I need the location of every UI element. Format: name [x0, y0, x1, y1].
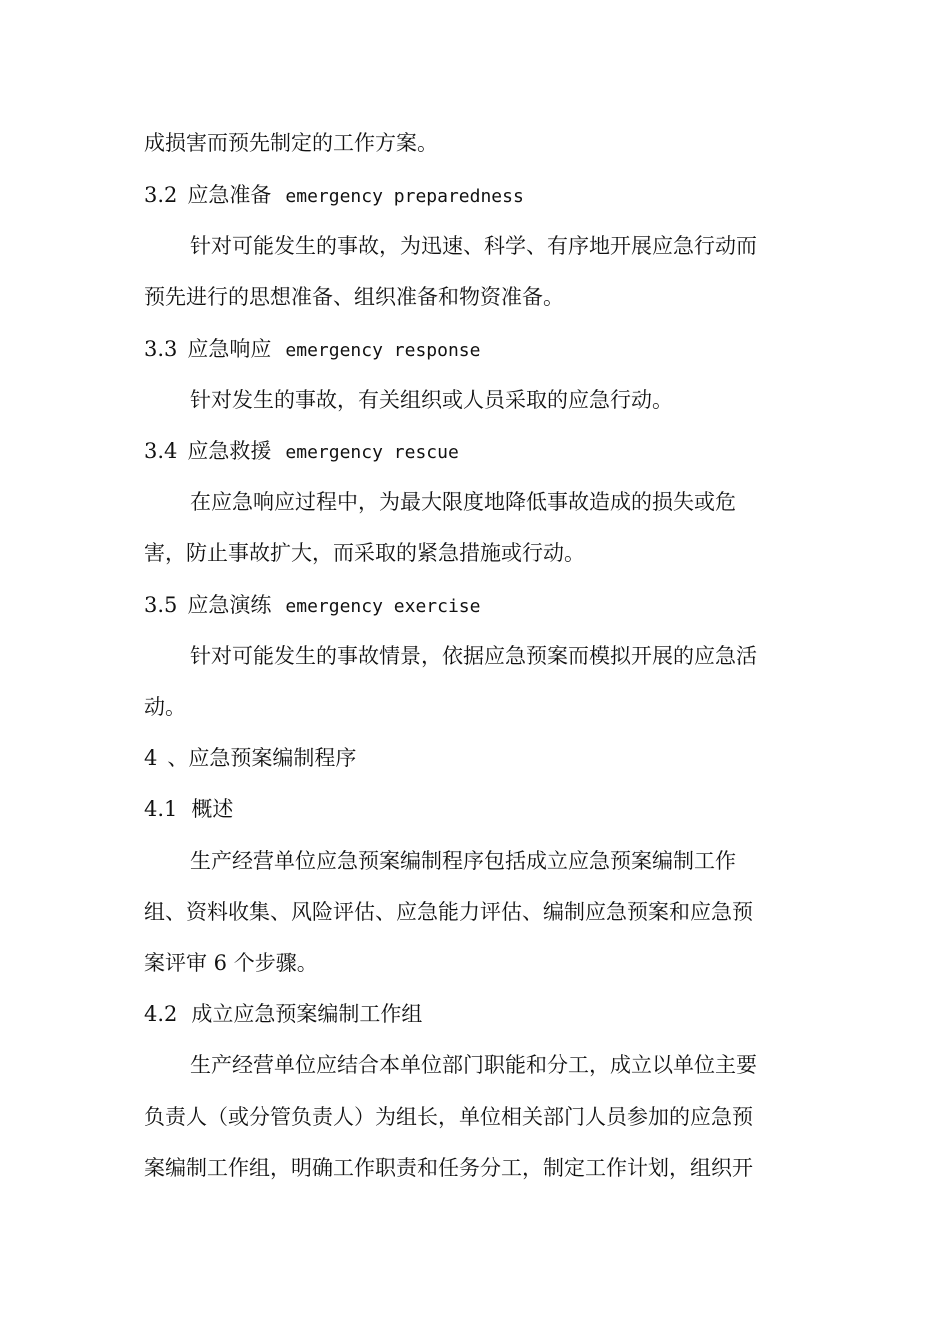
section-number: 4.2 — [144, 1002, 178, 1026]
section-heading-4-1 — [144, 794, 844, 824]
paragraph-line: 动。 — [144, 695, 186, 719]
section-term-en: emergency rescue — [285, 442, 459, 463]
section-term-en: emergency response — [285, 340, 481, 361]
section-term-en: emergency exercise — [285, 596, 481, 617]
paragraph-line: 组、资料收集、风险评估、应急能力评估、编制应急预案和应急预 — [144, 900, 753, 924]
paragraph-line: 害，防止事故扩大，而采取的紧急措施或行动。 — [144, 541, 585, 565]
section-title: 应急救援 — [187, 439, 272, 463]
paragraph-line: 案编制工作组，明确工作职责和任务分工，制定工作计划，组织开 — [144, 1156, 753, 1180]
section-heading-3-2 — [144, 180, 844, 212]
paragraph-line: 案评审 6 个步骤。 — [144, 951, 318, 975]
paragraph-line: 预先进行的思想准备、组织准备和物资准备。 — [144, 285, 564, 309]
section-heading-3-3 — [144, 334, 844, 366]
section-number: 3.2 — [144, 183, 178, 207]
section-title: 应急准备 — [187, 183, 272, 207]
paragraph-line: 针对可能发生的事故，为迅速、科学、有序地开展应急行动而 — [190, 234, 757, 258]
paragraph-line: 在应急响应过程中，为最大限度地降低事故造成的损失或危 — [190, 490, 736, 514]
section-title: 应急演练 — [187, 593, 272, 617]
section-heading-4-2 — [144, 999, 844, 1029]
section-number: 4.1 — [144, 797, 178, 821]
section-title: 应急响应 — [187, 337, 272, 361]
paragraph-line: 成损害而预先制定的工作方案。 — [144, 131, 438, 155]
paragraph-line: 针对可能发生的事故情景，依据应急预案而模拟开展的应急活 — [190, 644, 757, 668]
paragraph-line: 生产经营单位应急预案编制程序包括成立应急预案编制工作 — [190, 849, 736, 873]
section-number: 3.3 — [144, 337, 178, 361]
section-heading-3-4 — [144, 436, 844, 468]
section-number: 3.5 — [144, 593, 178, 617]
section-heading-4 — [144, 743, 844, 773]
paragraph-line: 生产经营单位应结合本单位部门职能和分工，成立以单位主要 — [190, 1053, 757, 1077]
section-number: 4 — [144, 746, 158, 770]
section-title: 概述 — [191, 797, 234, 821]
section-term-en: emergency preparedness — [285, 186, 524, 207]
paragraph-line: 负责人（或分管负责人）为组长，单位相关部门人员参加的应急预 — [144, 1105, 753, 1129]
section-title: 成立应急预案编制工作组 — [191, 1002, 423, 1026]
section-number: 3.4 — [144, 439, 178, 463]
section-title: 、应急预案编制程序 — [167, 746, 357, 770]
section-heading-3-5 — [144, 590, 844, 622]
paragraph-line: 针对发生的事故，有关组织或人员采取的应急行动。 — [190, 388, 673, 412]
